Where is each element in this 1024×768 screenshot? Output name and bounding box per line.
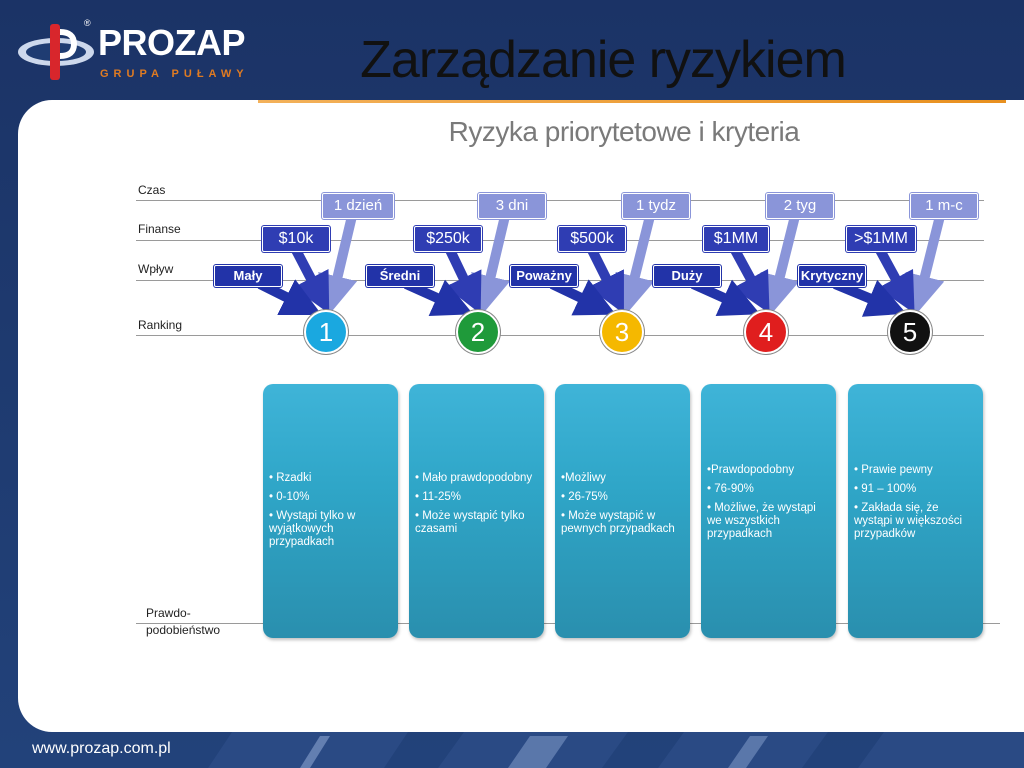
row-label-probability-1: Prawdo-	[146, 606, 191, 620]
time-tag-3: 1 tydz	[622, 193, 690, 219]
rank-circle-4: 4	[744, 310, 788, 354]
probability-card-3	[555, 384, 690, 638]
card-item: • Możliwe, że wystąpi we wszystkich przypadkach	[707, 502, 816, 540]
footer-website: www.prozap.com.pl	[32, 740, 171, 757]
footer-decoration	[208, 732, 1024, 768]
time-tag-4: 2 tyg	[766, 193, 834, 219]
card-text	[701, 464, 836, 547]
rank-circle-1: 1	[304, 310, 348, 354]
rank-circle-2: 2	[456, 310, 500, 354]
card-item: • Rzadki	[269, 472, 312, 484]
card-item: • 91 – 100%	[854, 483, 917, 495]
finance-tag-1: $10k	[262, 226, 330, 252]
rank-circle-3: 3	[600, 310, 644, 354]
card-text	[263, 472, 398, 555]
card-item: • Mało prawdopodobny	[415, 472, 533, 484]
impact-tag-2: Średni	[366, 265, 434, 287]
registered-mark: ®	[84, 18, 91, 28]
time-tag-2: 3 dni	[478, 193, 546, 219]
probability-card-4	[701, 384, 836, 638]
card-text	[409, 472, 544, 542]
row-label-impact: Wpływ	[138, 262, 174, 276]
impact-tag-5: Krytyczny	[798, 265, 866, 287]
card-text	[555, 472, 690, 542]
card-item: • 76-90%	[707, 483, 754, 495]
finance-tag-4: $1MM	[703, 226, 769, 252]
row-label-finance: Finanse	[138, 222, 181, 236]
probability-card-1	[263, 384, 398, 638]
row-label-time: Czas	[138, 183, 166, 197]
card-item: •Możliwy	[561, 472, 606, 484]
probability-card-2	[409, 384, 544, 638]
rank-circle-5: 5	[888, 310, 932, 354]
card-item: • Może wystąpić w pewnych przypadkach	[561, 510, 675, 535]
slide-title: Zarządzanie ryzykiem	[360, 31, 846, 89]
card-item: • Prawie pewny	[854, 464, 933, 476]
finance-tag-3: $500k	[558, 226, 626, 252]
card-item: • 0-10%	[269, 491, 310, 503]
brand-name: PROZAP	[98, 22, 246, 63]
card-item: • 26-75%	[561, 491, 608, 503]
card-item: •Prawdopodobny	[707, 464, 795, 476]
card-item: • Może wystąpić tylko czasami	[415, 510, 525, 535]
card-item: • 11-25%	[415, 491, 462, 503]
card-item: • Wystąpi tylko w wyjątkowych przypadkach	[269, 510, 356, 548]
card-item: • Zakłada się, że wystąpi w większości przypadków	[854, 502, 962, 540]
impact-tag-4: Duży	[653, 265, 721, 287]
brand-subtitle: GRUPA PUŁAWY	[100, 68, 249, 80]
time-tag-5: 1 m-c	[910, 193, 978, 219]
impact-tag-3: Poważny	[510, 265, 578, 287]
probability-card-5	[848, 384, 983, 638]
finance-tag-5: >$1MM	[846, 226, 916, 252]
card-text	[848, 464, 983, 547]
finance-tag-2: $250k	[414, 226, 482, 252]
time-tag-1: 1 dzień	[322, 193, 394, 219]
row-label-ranking: Ranking	[138, 318, 183, 332]
slide-subtitle: Ryzyka priorytetowe i kryteria	[448, 116, 800, 147]
impact-tag-1: Mały	[214, 265, 282, 287]
row-label-probability-2: podobieństwo	[146, 623, 221, 637]
